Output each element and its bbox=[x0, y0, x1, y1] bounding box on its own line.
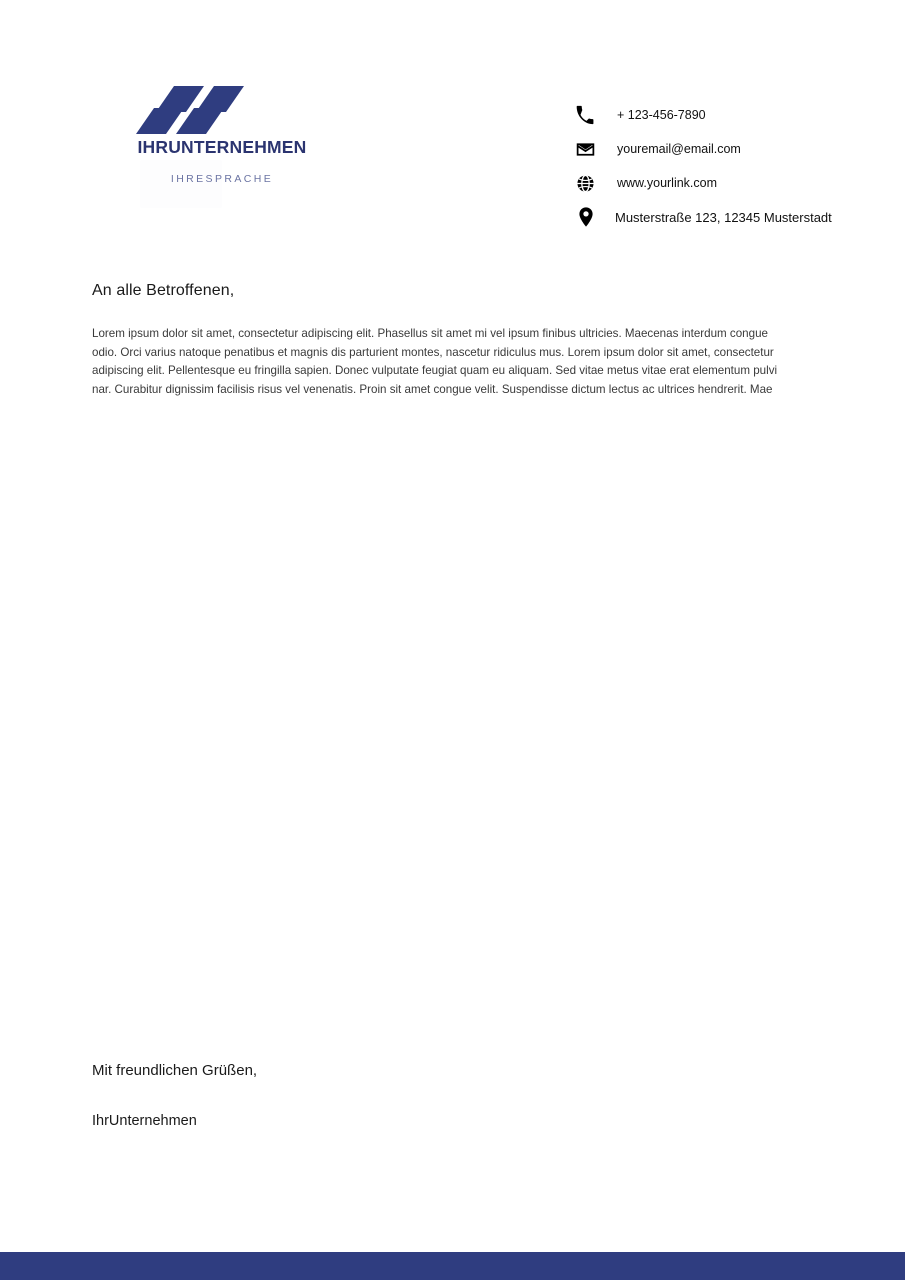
company-logo bbox=[92, 78, 352, 213]
company-name: IHRUNTERNEHMEN bbox=[137, 137, 307, 157]
slanted-h-monogram-icon bbox=[128, 84, 256, 136]
contact-row-email[interactable] bbox=[575, 132, 895, 166]
letterhead-header bbox=[0, 0, 905, 260]
postal-address: Musterstraße 123, 12345 Musterstadt bbox=[615, 209, 832, 225]
globe-icon bbox=[575, 171, 605, 195]
body-line: odio. Orci varius natoque penatibus et magnis dis parturient montes, nascetur ridiculus mus. Lorem ipsum dolor sit amet, consectetur bbox=[92, 345, 774, 359]
closing-line: Mit freundlichen Grüßen, bbox=[92, 1062, 258, 1079]
phone-number: + 123-456-7890 bbox=[617, 108, 706, 122]
signature-name: IhrUnternehmen bbox=[92, 1113, 197, 1129]
salutation: An alle Betroffenen, bbox=[92, 282, 235, 299]
footer-bar bbox=[0, 1252, 905, 1280]
company-tagline: IHRESPRACHE bbox=[170, 173, 274, 185]
body-line: nar. Curabitur dignissim facilisis risus vel venenatis. Proin sit amet congue velit. Suspendisse dictum lectus ac ultrices hendrerit. Mae bbox=[92, 382, 773, 396]
envelope-icon bbox=[575, 137, 605, 161]
contact-row-website[interactable] bbox=[575, 166, 895, 200]
contact-row-phone[interactable] bbox=[575, 98, 895, 132]
phone-icon bbox=[575, 103, 605, 127]
body-paragraph bbox=[92, 325, 822, 399]
contact-row-address[interactable] bbox=[575, 200, 895, 234]
body-line: adipiscing elit. Pellentesque eu fringilla sapien. Donec vulputate feugiat quam eu aliquam. Sed vitae metus vitae erat elementum pulvi bbox=[92, 364, 778, 378]
location-pin-icon bbox=[575, 205, 605, 229]
body-line: Lorem ipsum dolor sit amet, consectetur adipiscing elit. Phasellus sit amet mi vel ipsum finibus ultricies. Maecenas interdum congue bbox=[92, 327, 768, 340]
email-address: youremail@email.com bbox=[617, 142, 741, 156]
contact-info-list bbox=[575, 98, 895, 234]
website-url: www.yourlink.com bbox=[617, 176, 718, 190]
